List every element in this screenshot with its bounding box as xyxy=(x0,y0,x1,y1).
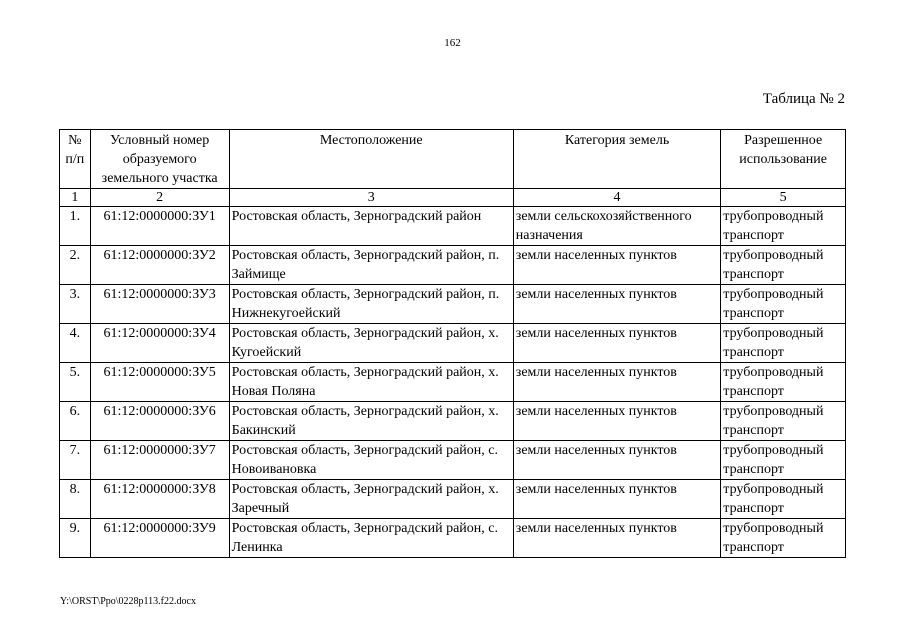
permitted-use: трубопроводный транспорт xyxy=(721,519,846,558)
column-number: 1 xyxy=(60,189,91,207)
table-caption: Таблица № 2 xyxy=(762,91,845,107)
plot-id: 61:12:0000000:ЗУ7 xyxy=(90,441,229,480)
table-row xyxy=(60,441,846,480)
table-row xyxy=(60,519,846,558)
row-num: 6. xyxy=(60,402,91,441)
plot-id: 61:12:0000000:ЗУ2 xyxy=(90,246,229,285)
header-plot-id: Условный номер образуемого земельного участка xyxy=(90,130,229,189)
plot-location: Ростовская область, Зерноградский район, с. Новоивановка xyxy=(229,441,513,480)
row-num: 8. xyxy=(60,480,91,519)
plot-location: Ростовская область, Зерноградский район, х. Новая Поляна xyxy=(229,363,513,402)
row-num: 7. xyxy=(60,441,91,480)
permitted-use: трубопроводный транспорт xyxy=(721,480,846,519)
permitted-use: трубопроводный транспорт xyxy=(721,324,846,363)
plot-location: Ростовская область, Зерноградский район, х. Заречный xyxy=(229,480,513,519)
column-number: 5 xyxy=(721,189,846,207)
land-category: земли населенных пунктов xyxy=(513,324,720,363)
permitted-use: трубопроводный транспорт xyxy=(721,246,846,285)
plot-id: 61:12:0000000:ЗУ5 xyxy=(90,363,229,402)
plot-id: 61:12:0000000:ЗУ4 xyxy=(90,324,229,363)
plot-id: 61:12:0000000:ЗУ1 xyxy=(90,207,229,246)
permitted-use: трубопроводный транспорт xyxy=(721,285,846,324)
table-row xyxy=(60,207,846,246)
header-use: Разрешенное использование xyxy=(721,130,846,189)
permitted-use: трубопроводный транспорт xyxy=(721,441,846,480)
header-location: Местоположение xyxy=(229,130,513,189)
header-num: № п/п xyxy=(60,130,91,189)
plot-id: 61:12:0000000:ЗУ9 xyxy=(90,519,229,558)
column-number-row xyxy=(60,189,846,207)
table-row xyxy=(60,402,846,441)
plot-id: 61:12:0000000:ЗУ6 xyxy=(90,402,229,441)
land-category: земли населенных пунктов xyxy=(513,519,720,558)
land-category: земли населенных пунктов xyxy=(513,363,720,402)
land-category: земли населенных пунктов xyxy=(513,441,720,480)
table-row xyxy=(60,480,846,519)
permitted-use: трубопроводный транспорт xyxy=(721,363,846,402)
plot-location: Ростовская область, Зерноградский район, с. Ленинка xyxy=(229,519,513,558)
land-category: земли населенных пунктов xyxy=(513,402,720,441)
row-num: 2. xyxy=(60,246,91,285)
column-number: 3 xyxy=(229,189,513,207)
permitted-use: трубопроводный транспорт xyxy=(721,207,846,246)
land-category: земли населенных пунктов xyxy=(513,285,720,324)
table-row xyxy=(60,324,846,363)
table-row xyxy=(60,246,846,285)
row-num: 1. xyxy=(60,207,91,246)
plot-location: Ростовская область, Зерноградский район, х. Кугоейский xyxy=(229,324,513,363)
column-number: 2 xyxy=(90,189,229,207)
column-number: 4 xyxy=(513,189,720,207)
table-header-row xyxy=(60,130,846,189)
land-category: земли населенных пунктов xyxy=(513,246,720,285)
table-row xyxy=(60,363,846,402)
footer-file-path: Y:\ORST\Ppo\0228p113.f22.docx xyxy=(60,596,196,607)
permitted-use: трубопроводный транспорт xyxy=(721,402,846,441)
page-number: 162 xyxy=(444,37,461,49)
row-num: 3. xyxy=(60,285,91,324)
land-category: земли населенных пунктов xyxy=(513,480,720,519)
row-num: 4. xyxy=(60,324,91,363)
plot-location: Ростовская область, Зерноградский район, х. Бакинский xyxy=(229,402,513,441)
land-category: земли сельскохозяйственного назначения xyxy=(513,207,720,246)
header-category: Категория земель xyxy=(513,130,720,189)
table-row xyxy=(60,285,846,324)
row-num: 9. xyxy=(60,519,91,558)
plot-location: Ростовская область, Зерноградский район xyxy=(229,207,513,246)
plot-location: Ростовская область, Зерноградский район, п. Нижнекугоейский xyxy=(229,285,513,324)
plot-id: 61:12:0000000:ЗУ3 xyxy=(90,285,229,324)
plot-location: Ростовская область, Зерноградский район, п. Займище xyxy=(229,246,513,285)
land-plots-table xyxy=(59,129,846,558)
plot-id: 61:12:0000000:ЗУ8 xyxy=(90,480,229,519)
row-num: 5. xyxy=(60,363,91,402)
